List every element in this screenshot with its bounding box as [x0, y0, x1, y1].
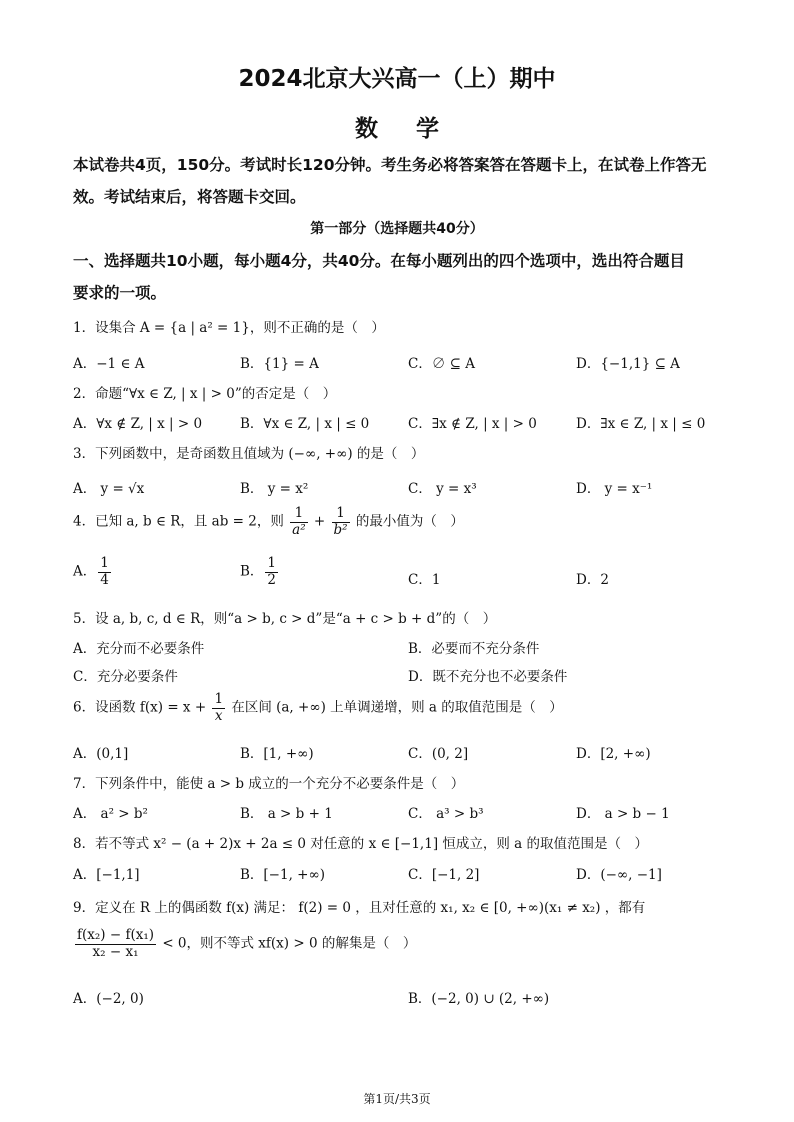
question-5-option-d: D．既不充分也不必要条件 — [408, 669, 568, 685]
question-6-stem-post: 在区间 (a, +∞) 上单调递增，则 a 的取值范围是（ ） — [231, 699, 563, 716]
question-1-option-a: A．−1 ∈ A — [73, 356, 145, 372]
question-2-stem: 2．命题“∀x ∈ Z, | x | > 0”的否定是（ ） — [73, 386, 337, 402]
question-2-option-b: B．∀x ∈ Z, | x | ≤ 0 — [240, 416, 370, 432]
question-9-option-b: B．(−2, 0) ∪ (2, +∞) — [408, 991, 550, 1007]
question-1-option-c: C．∅ ⊆ A — [408, 356, 475, 372]
question-1-stem: 1．设集合 A = {a | a² = 1}，则不正确的是（ ） — [73, 320, 385, 336]
fraction-denominator: a² — [292, 521, 306, 538]
question-9-stem-line-2 — [73, 928, 416, 960]
question-8-option-b: B．[−1, +∞) — [240, 867, 325, 883]
question-3-option-d: D． y = x⁻¹ — [576, 481, 653, 497]
section-heading-line-2: 要求的一项。 — [73, 284, 167, 302]
question-7-stem: 7．下列条件中，能使 a > b 成立的一个充分不必要条件是（ ） — [73, 776, 465, 792]
question-9-stem-line-1: 9．定义在 R 上的偶函数 f(x) 满足： f(2) = 0 ，且对任意的 x₁, x₂ ∈ [0, +∞)(x₁ ≠ x₂) ，都有 — [73, 900, 646, 916]
part-heading: 第一部分（选择题共40分） — [310, 221, 484, 237]
fraction-numerator: 1 — [100, 555, 109, 571]
question-9-stem-post: < 0，则不等式 xf(x) > 0 的解集是（ ） — [162, 935, 417, 952]
page-footer: 第1页/共3页 — [363, 1092, 431, 1106]
section-heading-line-1: 一、选择题共10小题，每小题4分，共40分。在每小题列出的四个选项中，选出符合题目 — [73, 252, 685, 270]
question-6-option-c: C．(0, 2] — [408, 746, 469, 762]
question-3-option-c: C． y = x³ — [408, 481, 477, 497]
question-3-option-b: B． y = x² — [240, 481, 309, 497]
question-1-option-d: D．{−1,1} ⊆ A — [576, 356, 680, 372]
question-4-option-a — [73, 556, 113, 588]
question-4-fraction-1 — [290, 506, 307, 538]
fraction-numerator: 1 — [214, 691, 224, 707]
question-5-option-a: A．充分而不必要条件 — [73, 641, 205, 657]
question-7-option-c: C． a³ > b³ — [408, 806, 484, 822]
question-3-option-a: A． y = √x — [73, 481, 145, 497]
instructions-line-2: 效。考试结束后，将答题卡交回。 — [73, 188, 306, 206]
question-8-option-c: C．[−1, 2] — [408, 867, 480, 883]
question-6-option-d: D．[2, +∞) — [576, 746, 651, 762]
question-6-stem-pre: 6．设函数 f(x) = x + — [73, 699, 207, 716]
option-label: A． — [73, 563, 97, 580]
question-7-option-b: B． a > b + 1 — [240, 806, 333, 822]
fraction-numerator: 1 — [267, 555, 277, 571]
option-label: B． — [240, 563, 264, 580]
fraction-numerator: f(x₂) − f(x₁) — [77, 927, 155, 943]
question-5-option-b: B．必要而不充分条件 — [408, 641, 540, 657]
page-title: 2024北京大兴高一（上）期中 — [238, 66, 556, 92]
question-9-option-a: A．(−2, 0) — [73, 991, 144, 1007]
question-6-fraction — [212, 692, 225, 724]
question-2-option-d: D．∃x ∈ Z, | x | ≤ 0 — [576, 416, 706, 432]
option-fraction — [265, 556, 278, 588]
question-6-option-a: A．(0,1] — [73, 746, 129, 762]
question-2-option-a: A．∀x ∉ Z, | x | > 0 — [73, 416, 203, 432]
question-4-option-c: C．1 — [408, 572, 441, 588]
fraction-numerator: 1 — [332, 506, 350, 523]
option-fraction — [98, 556, 111, 588]
question-4-fraction-2 — [332, 506, 350, 538]
plus-sign: + — [313, 513, 326, 530]
question-7-option-a: A． a² > b² — [73, 806, 148, 822]
fraction-denominator: 4 — [100, 571, 109, 588]
question-8-option-a: A．[−1,1] — [73, 867, 140, 883]
question-5-option-c: C．充分必要条件 — [73, 669, 178, 685]
question-1-option-b: B．{1} = A — [240, 356, 319, 372]
question-4-stem-pre: 4．已知 a, b ∈ R，且 ab = 2，则 — [73, 513, 284, 530]
question-6-option-b: B．[1, +∞) — [240, 746, 314, 762]
question-7-option-d: D． a > b − 1 — [576, 806, 670, 822]
fraction-denominator: b² — [333, 521, 348, 538]
question-4-stem — [73, 506, 464, 538]
question-9-fraction — [75, 928, 156, 960]
question-5-stem: 5．设 a, b, c, d ∈ R，则“a > b, c > d”是“a + c > b + d”的（ ） — [73, 611, 497, 627]
fraction-denominator: 2 — [267, 571, 277, 588]
question-2-option-c: C．∃x ∉ Z, | x | > 0 — [408, 416, 537, 432]
question-8-option-d: D．(−∞, −1] — [576, 867, 662, 883]
question-3-stem: 3．下列函数中，是奇函数且值域为 (−∞, +∞) 的是（ ） — [73, 446, 425, 462]
question-4-option-d: D．2 — [576, 572, 609, 588]
fraction-denominator: x — [214, 707, 223, 724]
question-6-stem — [73, 692, 563, 724]
fraction-numerator: 1 — [290, 506, 307, 523]
question-8-stem: 8．若不等式 x² − (a + 2)x + 2a ≤ 0 对任意的 x ∈ [−1,1] 恒成立，则 a 的取值范围是（ ） — [73, 836, 649, 852]
instructions-line-1: 本试卷共4页，150分。考试时长120分钟。考生务必将答案答在答题卡上，在试卷上作答无 — [73, 156, 707, 174]
question-4-option-b — [240, 556, 280, 588]
question-4-stem-post: 的最小值为（ ） — [355, 513, 464, 530]
fraction-denominator: x₂ − x₁ — [92, 943, 139, 960]
subject-title: 数学 — [355, 116, 477, 142]
